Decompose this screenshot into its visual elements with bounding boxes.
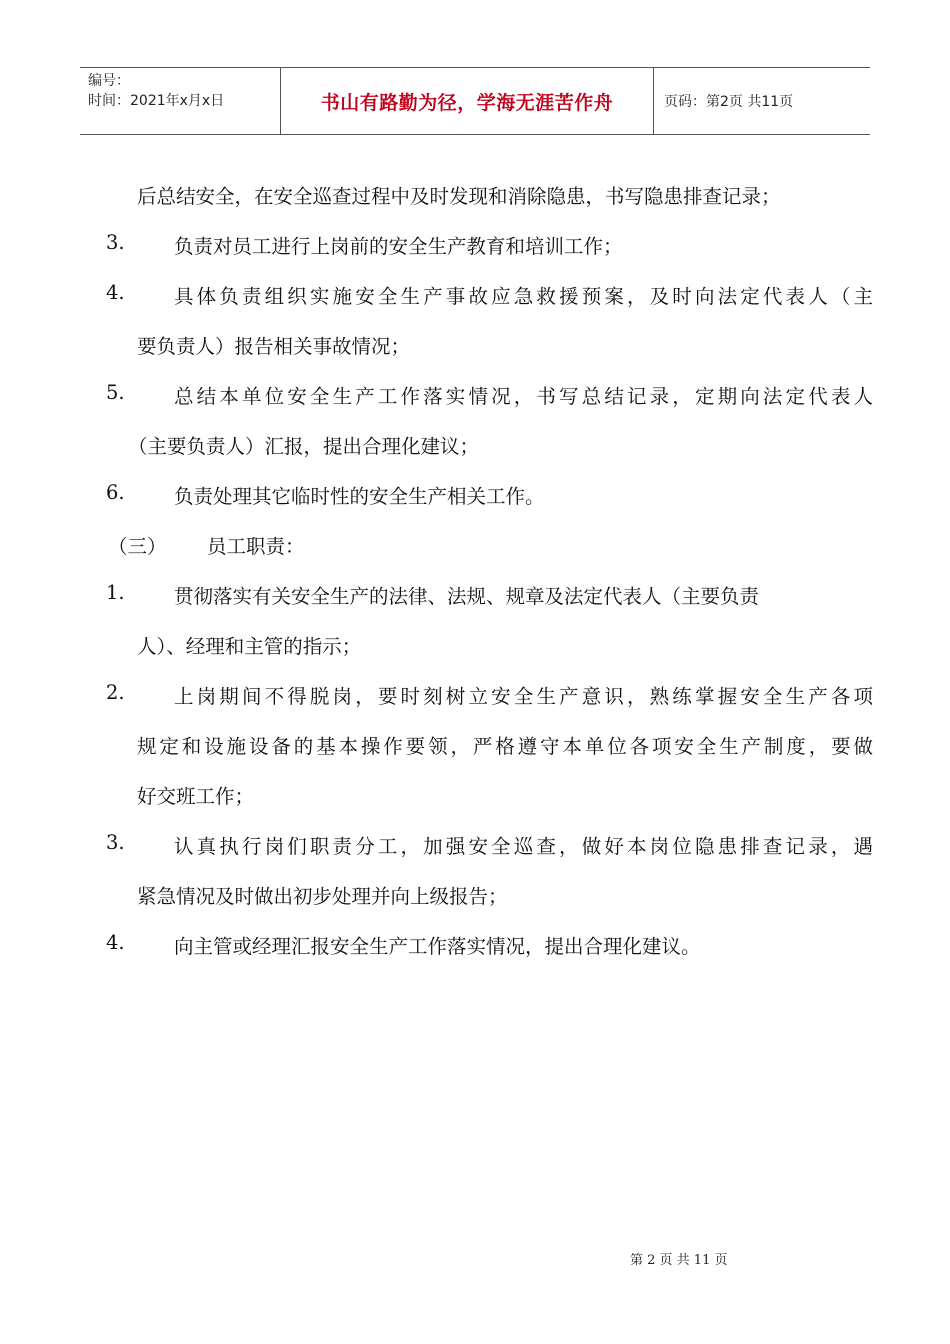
body-line: 总结本单位安全生产工作落实情况，书写总结记录，定期向法定代表人 (174, 385, 877, 408)
section-title: 员工职责： (207, 535, 305, 558)
body-line: 好交班工作； (137, 785, 255, 808)
section-number: （三） (108, 535, 167, 558)
list-number: 1. (106, 581, 125, 604)
body-line: 紧急情况及时做出初步处理并向上级报告； (137, 885, 508, 908)
body-line: 贯彻落实有关安全生产的法律、法规、规章及法定代表人（主要负责 (174, 585, 760, 608)
body-line: （主要负责人）汇报，提出合理化建议； (128, 435, 480, 458)
body-line: 认真执行岗们职责分工，加强安全巡查，做好本岗位隐患排查记录，遇 (174, 835, 877, 858)
time-label: 时间：2021年x月x日 (88, 93, 225, 109)
body-line: 向主管或经理汇报安全生产工作落实情况，提出合理化建议。 (174, 935, 701, 958)
list-number: 4. (106, 281, 125, 304)
body-line: 上岗期间不得脱岗，要时刻树立安全生产意识，熟练掌握安全生产各项 (174, 685, 877, 708)
body-line: 负责处理其它临时性的安全生产相关工作。 (174, 485, 545, 508)
page-header (80, 67, 870, 135)
list-number: 2. (106, 681, 125, 704)
body-line: 要负责人）报告相关事故情况； (137, 335, 411, 358)
list-number: 5. (106, 381, 125, 404)
body-line: 具体负责组织实施安全生产事故应急救援预案，及时向法定代表人（主 (174, 285, 877, 308)
list-number: 3. (106, 831, 125, 854)
footer-page-number: 第 2 页 共 11 页 (630, 1253, 728, 1268)
header-page-info: 页码：第2页 共11页 (664, 94, 794, 110)
code-label: 编号： (88, 73, 130, 89)
header-motto: 书山有路勤为径，学海无涯苦作舟 (281, 68, 654, 134)
body-line: 负责对员工进行上岗前的安全生产教育和培训工作； (174, 235, 623, 258)
body-line: 人）、经理和主管的指示； (137, 635, 362, 658)
list-number: 3. (106, 231, 125, 254)
list-number: 6. (106, 481, 125, 504)
body-line: 规定和设施设备的基本操作要领，严格遵守本单位各项安全生产制度，要做 (137, 735, 876, 758)
list-number: 4. (106, 931, 125, 954)
header-meta (80, 68, 281, 134)
body-line: 后总结安全，在安全巡查过程中及时发现和消除隐患，书写隐患排查记录； (137, 185, 781, 208)
